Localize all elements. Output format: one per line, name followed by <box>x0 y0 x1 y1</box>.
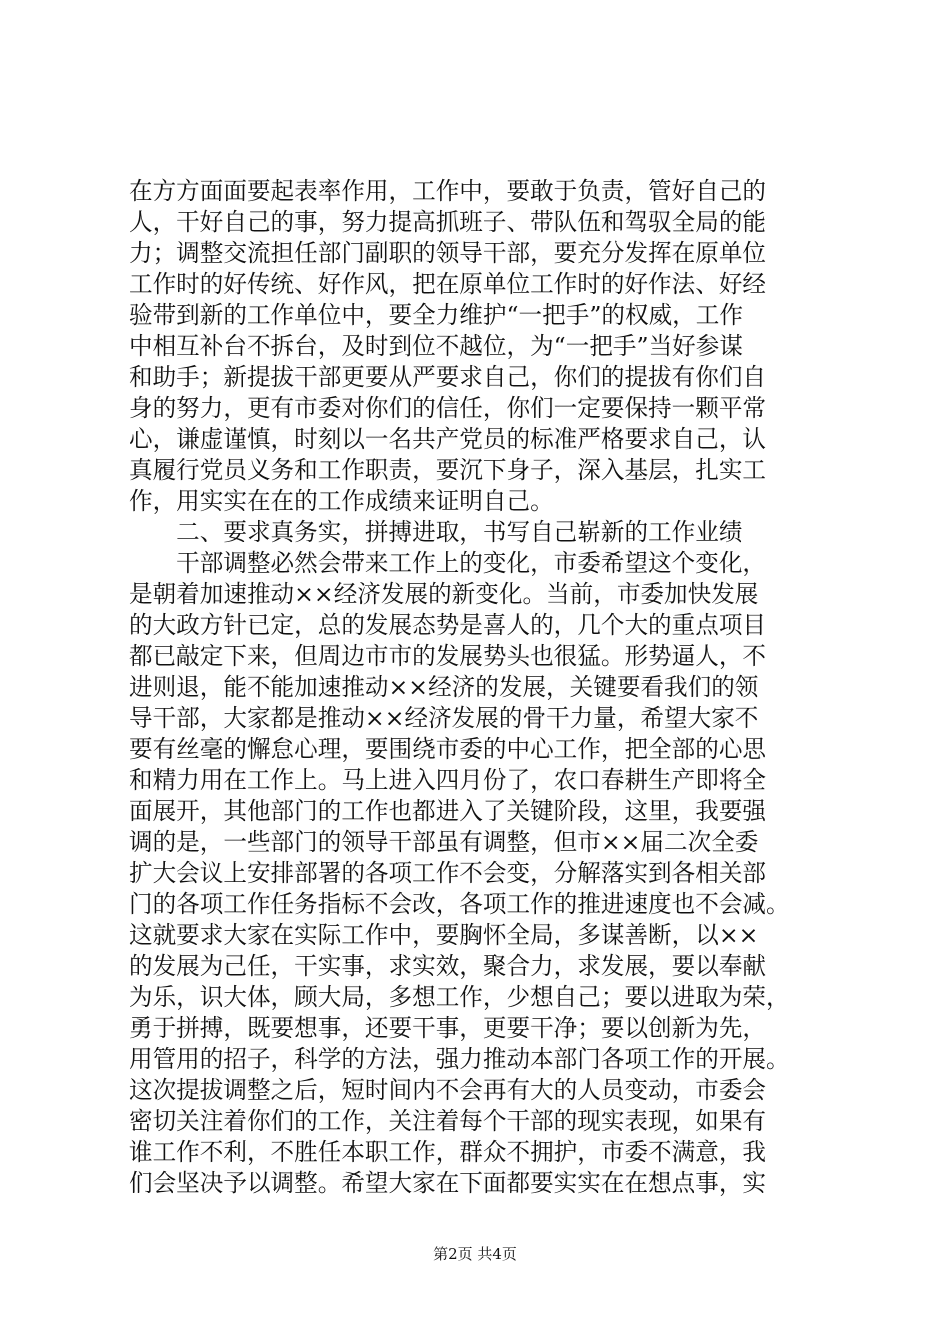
text-line: 要有丝毫的懈怠心理，要围绕市委的中心工作，把全部的心思 <box>129 735 767 763</box>
text-line: 心，谦虚谨慎，时刻以一名共产党员的标准严格要求自己，认 <box>129 425 767 453</box>
text-line: 在方方面面要起表率作用，工作中，要敢于负责，管好自己的 <box>129 177 767 205</box>
text-line: 面展开，其他部门的工作也都进入了关键阶段，这里，我要强 <box>129 797 767 825</box>
text-line: 谁工作不利，不胜任本职工作，群众不拥护，市委不满意，我 <box>129 1138 767 1166</box>
text-line: 用管用的招子，科学的方法，强力推动本部门各项工作的开展。 <box>129 1045 790 1073</box>
text-line: 作，用实实在在的工作成绩来证明自己。 <box>129 487 554 515</box>
text-line: 身的努力，更有市委对你们的信任，你们一定要保持一颗平常 <box>129 394 767 422</box>
text-line: 的大政方针已定，总的发展态势是喜人的，几个大的重点项目 <box>129 611 767 639</box>
text-line: 门的各项工作任务指标不会改，各项工作的推进速度也不会减。 <box>129 890 790 918</box>
text-line: 和助手；新提拔干部更要从严要求自己，你们的提拔有你们自 <box>129 363 767 391</box>
text-line: 中相互补台不拆台，及时到位不越位，为“一把手”当好参谋 <box>129 332 743 360</box>
text-line: 干部调整必然会带来工作上的变化，市委希望这个变化， <box>129 549 767 577</box>
text-line: 密切关注着你们的工作，关注着每个干部的现实表现，如果有 <box>129 1107 767 1135</box>
text-line: 导干部，大家都是推动××经济发展的骨干力量，希望大家不 <box>129 704 759 732</box>
text-line: 进则退，能不能加速推动××经济的发展，关键要看我们的领 <box>129 673 759 701</box>
text-line: 勇于拼搏，既要想事，还要干事，更要干净；要以创新为先， <box>129 1014 767 1042</box>
text-line: 和精力用在工作上。马上进入四月份了，农口春耕生产即将全 <box>129 766 767 794</box>
page-number-label: 第2页 共4页 <box>433 1245 517 1263</box>
text-line: 都已敲定下来，但周边市市的发展势头也很猛。形势逼人，不 <box>129 642 767 670</box>
text-line: 真履行党员义务和工作职责，要沉下身子，深入基层，扎实工 <box>129 456 767 484</box>
text-line: 工作时的好传统、好作风，把在原单位工作时的好作法、好经 <box>129 270 767 298</box>
text-line: 是朝着加速推动××经济发展的新变化。当前，市委加快发展 <box>129 580 759 608</box>
body-text <box>129 176 829 1199</box>
text-line: 调的是，一些部门的领导干部虽有调整，但市××届二次全委 <box>129 828 759 856</box>
text-line: 力；调整交流担任部门副职的领导干部，要充分发挥在原单位 <box>129 239 767 267</box>
text-line: 这就要求大家在实际工作中，要胸怀全局，多谋善断，以×× <box>129 921 759 949</box>
text-line: 扩大会议上安排部署的各项工作不会变，分解落实到各相关部 <box>129 859 767 887</box>
text-line: 为乐，识大体，顾大局，多想工作，少想自己；要以进取为荣， <box>129 983 790 1011</box>
text-line: 验带到新的工作单位中，要全力维护“一把手”的权威，工作 <box>129 301 743 329</box>
text-line: 这次提拔调整之后，短时间内不会再有大的人员变动，市委会 <box>129 1076 767 1104</box>
text-line: 人，干好自己的事，努力提高抓班子、带队伍和驾驭全局的能 <box>129 208 767 236</box>
page-footer <box>0 1244 950 1264</box>
section-heading: 二、要求真务实，拼搏进取，书写自己崭新的工作业绩 <box>129 518 743 546</box>
text-line: 的发展为己任，干实事，求实效，聚合力，求发展，要以奉献 <box>129 952 767 980</box>
text-line: 们会坚决予以调整。希望大家在下面都要实实在在想点事，实 <box>129 1169 767 1197</box>
